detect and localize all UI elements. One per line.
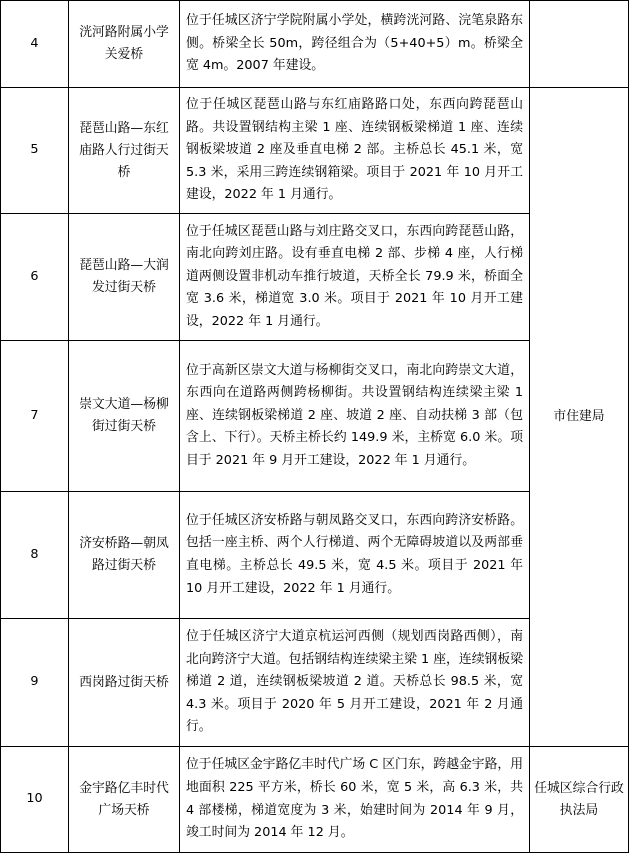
bridge-description: 位于任城区济宁大道京杭运河西侧（规划西岗路西侧），南北向跨济宁大道。包括钢结构连续梁主梁 1 座，连续钢板梁梯道 2 道，连续钢板梁坡道 2 道。天桥总长 98.5 米，宽 4.3 米。项目于 2020 年 5 月开工建设，2021 年 2 月通行。 [180, 619, 530, 747]
bridge-description: 位于高新区崇文大道与杨柳街交叉口，南北向跨崇文大道，东西向在道路两侧跨杨柳街。共设置钢结构连续梁主梁 1 座、连续钢板梁梯道 2 座、坡道 2 座、自动扶梯 3 部（包含上、下行）。天桥主桥长约 149.9 米，主桥宽 6.0 米。项目于 2021 年 9 月开工建设，2022 年 1 月通行。 [180, 341, 530, 492]
bridge-name: 金宇路亿丰时代广场天桥 [69, 747, 180, 853]
department-rencheng-enforcement: 任城区综合行政执法局 [530, 747, 629, 853]
department-city-housing: 市住建局 [530, 88, 629, 747]
department-cell-empty [530, 1, 629, 88]
table-row [1, 1, 629, 88]
table-row [1, 747, 629, 853]
bridge-description: 位于任城区琵琶山路与刘庄路交叉口，东西向跨琵琶山路，南北向跨刘庄路。设有垂直电梯 2 部、步梯 4 座，人行梯道两侧设置非机动车推行坡道，天桥全长 79.9 米，桥面全宽 3.6 米，梯道宽 3.0 米。项目于 2021 年 10 月开工建设，2022 年 1 月通行。 [180, 214, 530, 341]
bridge-name: 琵琶山路—东红庙路人行过街天桥 [69, 88, 180, 214]
row-number: 9 [1, 619, 69, 747]
row-number: 10 [1, 747, 69, 853]
bridge-name: 洸河路附属小学关爱桥 [69, 1, 180, 88]
table-row [1, 88, 629, 214]
page-edge-line [629, 0, 633, 395]
bridge-description: 位于任城区济宁学院附属小学处，横跨洸河路、浣笔泉路东侧。桥梁全长 50m，跨径组合为（5+40+5）m。桥梁全宽 4m。2007 年建设。 [180, 1, 530, 88]
row-number: 7 [1, 341, 69, 492]
row-number: 5 [1, 88, 69, 214]
row-number: 6 [1, 214, 69, 341]
page-edge [629, 0, 633, 855]
bridge-name: 崇文大道—杨柳街过街天桥 [69, 341, 180, 492]
bridge-name: 琵琶山路—大润发过街天桥 [69, 214, 180, 341]
bridge-name: 济安桥路—朝凤路过街天桥 [69, 492, 180, 619]
page-edge-line [629, 440, 633, 855]
bridge-description: 位于任城区金宇路亿丰时代广场 C 区门东，跨越金宇路，用地面积 225 平方米，桥长 60 米，宽 5 米，高 6.3 米，共 4 部楼梯，梯道宽度为 3 米，始建时间为 2014 年 9 月，竣工时间为 2014 年 12 月。 [180, 747, 530, 853]
bridge-name: 西岗路过街天桥 [69, 619, 180, 747]
bridge-description: 位于任城区琵琶山路与东红庙路路口处，东西向跨琵琶山路。共设置钢结构主梁 1 座、连续钢板梁梯道 1 座、连续钢板梁坡道 2 座及垂直电梯 2 部。主桥总长 45.1 米，宽 5.3 米，采用三跨连续钢箱梁。项目于 2021 年 10 月开工建设，2022 年 1 月通行。 [180, 88, 530, 214]
row-number: 4 [1, 1, 69, 88]
row-number: 8 [1, 492, 69, 619]
bridge-description: 位于任城区济安桥路与朝凤路交叉口，东西向跨济安桥路。包括一座主桥、两个人行梯道、两个无障碍坡道以及两部垂直电梯。主桥总长 49.5 米，宽 4.5 米。项目于 2021 年 10 月开工建设，2022 年 1 月通行。 [180, 492, 530, 619]
